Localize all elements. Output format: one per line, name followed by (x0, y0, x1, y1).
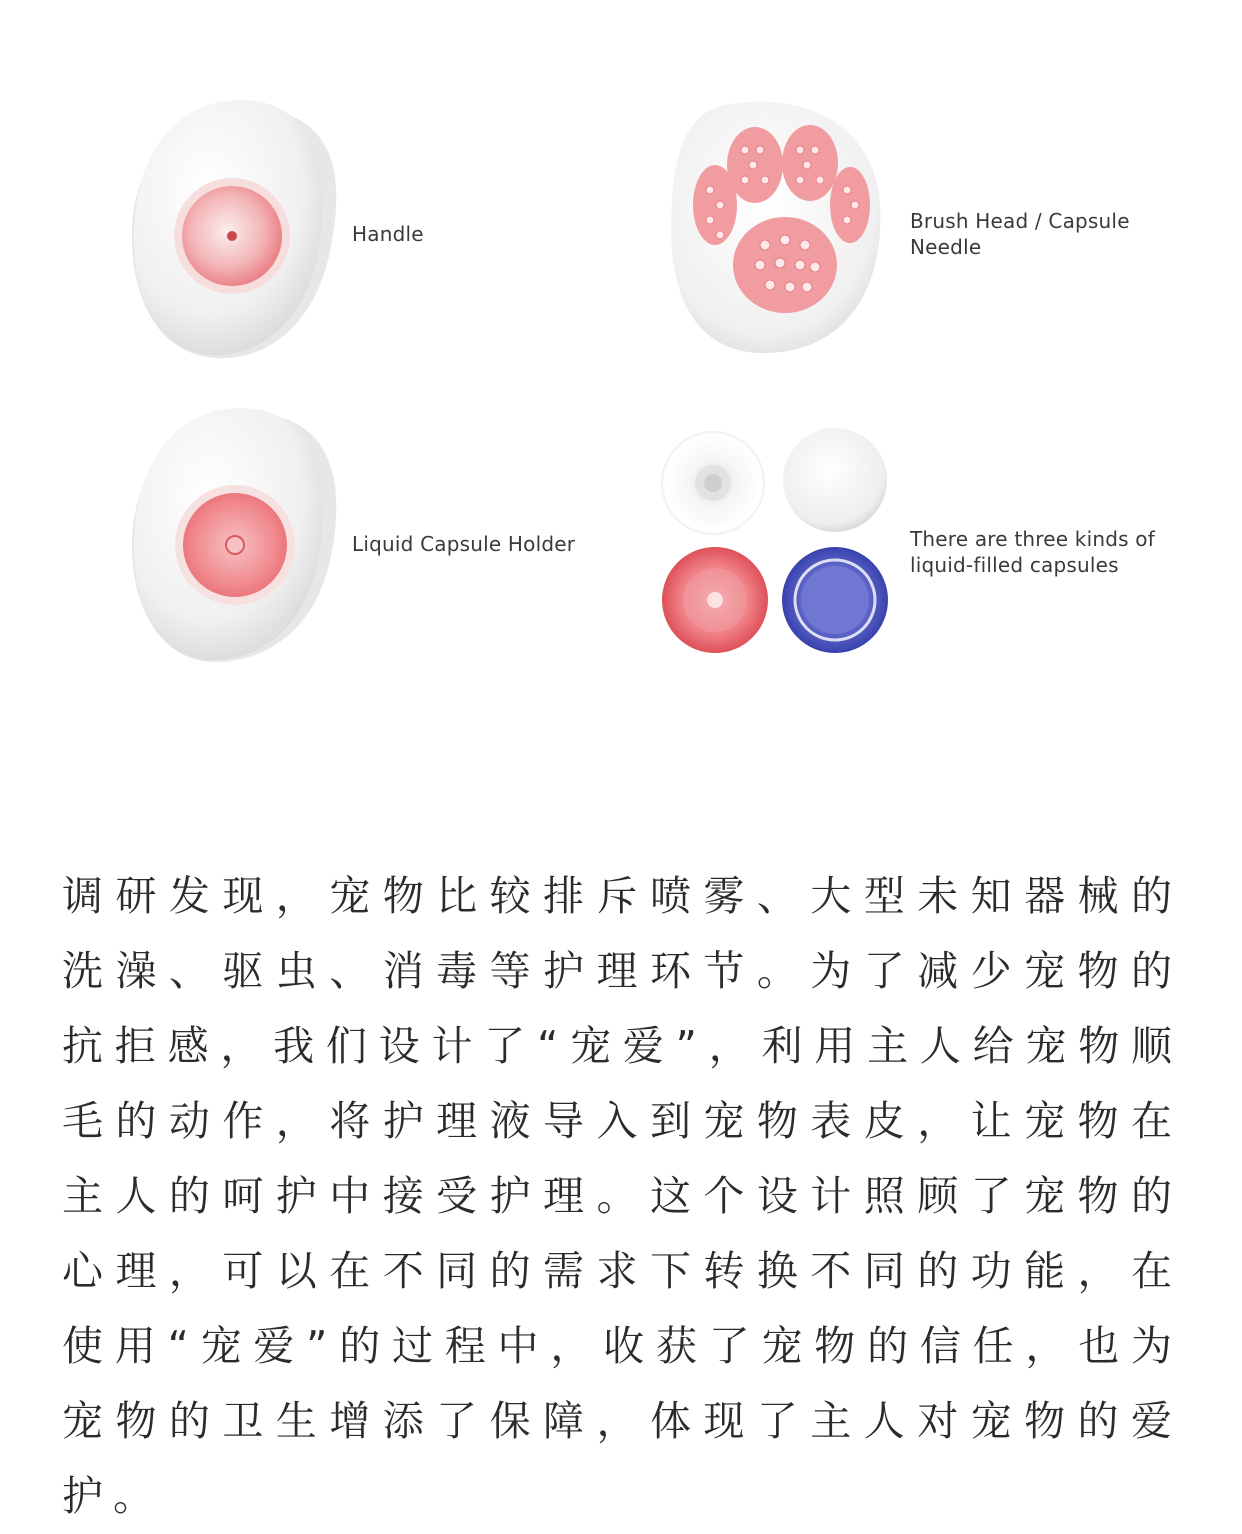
capsules-label-line1: There are three kinds of (910, 527, 1155, 551)
capsule-holder-illustration (120, 400, 350, 670)
capsules-label-line2: liquid-filled capsules (910, 553, 1119, 577)
article-paragraph: 调研发现，宠物比较排斥喷雾、大型未知器械的洗澡、驱虫、消毒等护理环节。为了减少宠物的抗拒感，我们设计了“宠爱”，利用主人给宠物顺毛的动作，将护理液导入到宠物表皮，让宠物在主人的呵护中接受护理。这个设计照顾了宠物的心理，可以在不同的需求下转换不同的功能，在使用“宠爱”的过程中，收获了宠物的信任，也为宠物的卫生增添了保障，体现了主人对宠物的爱护。 (62, 872, 1182, 1520)
handle-illustration (120, 90, 350, 370)
handle-label: Handle (352, 222, 424, 246)
capsules-label (910, 526, 1155, 578)
brush-head-label-line1: Brush Head / Capsule (910, 209, 1130, 233)
capsules-illustration (655, 425, 895, 660)
brush-head-label (910, 208, 1130, 260)
capsule-holder-label: Liquid Capsule Holder (352, 532, 576, 556)
product-figure (0, 0, 1242, 760)
brush-head-illustration (665, 95, 885, 360)
brush-head-label-line2: Needle (910, 235, 982, 259)
